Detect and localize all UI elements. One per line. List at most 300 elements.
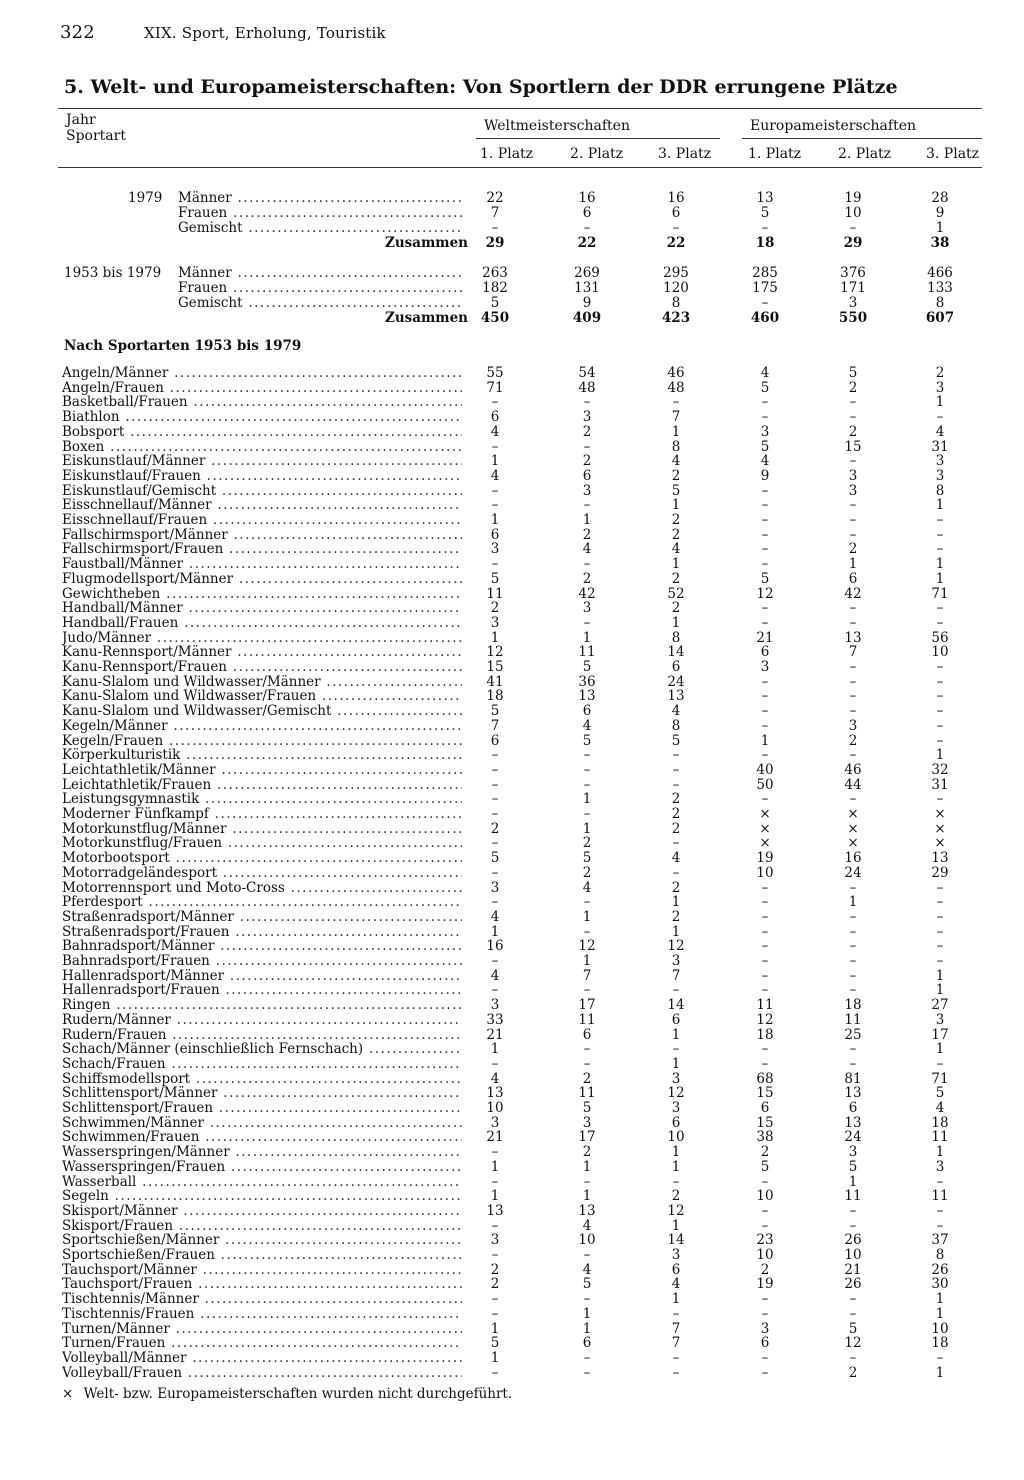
cell: 21 [756,629,774,646]
cell: 4 [582,1217,592,1234]
cell: – [672,835,680,852]
cell: 71 [486,379,504,396]
cell: 13 [578,688,596,705]
cell: 11 [756,997,774,1014]
cell: – [761,1217,769,1234]
cell: – [849,938,857,955]
cell: 2 [490,600,500,617]
sport-label: Fallschirmsport/Frauen ..... [62,542,462,557]
cell: – [849,453,857,470]
cell: 18 [486,688,504,705]
cell: 4 [760,453,770,470]
cell: – [672,1173,680,1190]
sport-label: Boxen ..... [62,440,462,455]
cell: 376 [840,265,866,281]
cell: 1 [490,923,500,940]
cell: 1 [671,1158,681,1175]
sport-label: Schach/Männer (einschließlich Fernschach) ..... [62,1042,462,1057]
sport-label: Leichtathletik/Frauen ..... [62,778,462,793]
cell: – [936,1055,944,1072]
cell: 6 [490,409,500,426]
sport-row [0,395,1024,410]
sport-label: Wasserball ..... [62,1175,462,1190]
sport-row [0,601,1024,616]
cell: 5 [671,482,681,499]
header-wm-1-platz: 1. Platz [480,146,534,162]
table-row [0,296,1024,311]
cell: 2 [671,600,681,617]
cell: 15 [756,1114,774,1131]
cell: × [847,806,859,822]
header-top-rule [58,108,982,109]
cell: 11 [578,1011,596,1028]
cell: 1 [490,629,500,646]
cell: – [491,556,499,573]
sport-row [0,542,1024,557]
sport-label: Ringen ..... [62,998,462,1013]
cell: – [672,1364,680,1381]
cell: – [936,938,944,955]
cell: × [934,806,946,822]
cell: 1 [848,894,858,911]
cell: 5 [582,659,592,675]
cell: – [849,1217,857,1234]
cell: – [761,600,769,617]
cell: 13 [931,850,949,867]
cell: – [761,894,769,911]
cell: 6 [582,703,592,720]
sport-row [0,969,1024,984]
cell: 18 [931,1114,949,1131]
sport-row [0,1072,1024,1087]
cell: 1 [671,614,681,631]
cell: – [849,497,857,514]
sport-label: Kegeln/Männer ..... [62,719,462,734]
cell: 2 [935,365,945,381]
cell: 12 [667,1202,685,1219]
sport-row [0,1116,1024,1131]
sport-label: Angeln/Männer ..... [62,366,462,381]
cell: 2 [760,1144,770,1161]
cell: 48 [578,379,596,396]
sport-label: Sportschießen/Frauen ..... [62,1248,462,1263]
sport-label: Motorkunstflug/Frauen ..... [62,836,462,851]
cell: 3 [582,1114,592,1131]
cell: 9 [935,205,945,221]
sport-row [0,1101,1024,1116]
cell: 37 [931,1232,949,1249]
sport-label: Gewichtheben ..... [62,587,462,602]
cell: 1 [671,1291,681,1308]
cell: – [583,497,591,514]
header-em-1-platz: 1. Platz [748,146,802,162]
cell: 10 [667,1129,685,1146]
cell: 18 [755,235,775,251]
sport-label: Schlittensport/Männer ..... [62,1086,462,1101]
cell: – [936,894,944,911]
cell: 71 [931,585,949,602]
cell: – [672,747,680,764]
sport-label: Handball/Frauen ..... [62,616,462,631]
cell: – [761,526,769,543]
cell: 28 [931,190,949,206]
cell: 4 [490,1070,500,1087]
cell: 3 [582,482,592,499]
sport-row [0,1189,1024,1204]
cell: – [849,879,857,896]
cell: 12 [667,938,685,955]
row-label: Gemischt ..... [178,221,462,236]
cell: 4 [671,703,681,720]
cell: 1 [582,820,592,837]
footnote [62,1386,512,1402]
cell: – [936,923,944,940]
cell: 5 [760,1158,770,1175]
cell: 3 [848,295,858,311]
cell: 5 [760,570,770,587]
sport-label: Wasserspringen/Frauen ..... [62,1160,462,1175]
cell: 50 [756,776,774,793]
cell: 26 [931,1261,949,1278]
cell: 2 [582,1144,592,1161]
cell: × [934,820,946,837]
cell: 22 [577,235,597,251]
sport-row [0,1219,1024,1234]
cell: 42 [844,585,862,602]
cell: 21 [844,1261,862,1278]
header-europameisterschaften: Europameisterschaften [750,118,916,134]
cell: 23 [756,1232,774,1249]
cell: 409 [572,310,602,326]
cell: – [936,791,944,808]
sport-row [0,1013,1024,1028]
cell: – [849,512,857,528]
cell: – [672,1349,680,1366]
sport-label: Moderner Fünfkampf ..... [62,807,462,822]
cell: 5 [935,1085,945,1102]
sport-row [0,763,1024,778]
sport-row [0,513,1024,528]
cell: 550 [838,310,868,326]
cell: 269 [574,265,600,281]
cell: – [761,953,769,969]
cell: 7 [582,967,592,984]
cell: 24 [844,864,862,881]
sport-label: Turnen/Männer ..... [62,1322,462,1337]
cell: 1 [935,556,945,573]
cell: 1 [671,1144,681,1161]
total-label: Zusammen [385,235,468,251]
cell: 1 [935,394,945,411]
cell: 2 [582,423,592,440]
cell: – [672,864,680,881]
cell: 2 [671,879,681,896]
cell: 1 [671,556,681,573]
cell: – [761,688,769,705]
sport-row [0,1042,1024,1057]
sport-row [0,1248,1024,1263]
cell: × [759,820,771,837]
sport-row [0,895,1024,910]
cell: – [491,894,499,911]
cell: 6 [490,732,500,749]
cell: – [491,1055,499,1072]
cell: – [936,1173,944,1190]
cell: 5 [848,1158,858,1175]
cell: 17 [578,1129,596,1146]
sport-row [0,572,1024,587]
sport-label: Leistungsgymnastik ..... [62,792,462,807]
sport-row [0,836,1024,851]
cell: 607 [925,310,955,326]
table-row [0,191,1024,206]
cell: – [583,806,591,822]
cell: – [672,394,680,411]
cell: – [761,512,769,528]
sport-row [0,1160,1024,1175]
cell: 2 [671,1188,681,1205]
footnote-mark: × [62,1386,74,1402]
cell: – [849,1291,857,1308]
cell: 2 [582,1070,592,1087]
cell: 4 [935,1100,945,1116]
cell: – [936,614,944,631]
cell: – [491,1144,499,1161]
cell: – [583,747,591,764]
cell: 6 [582,1026,592,1043]
sport-label: Tauchsport/Frauen ..... [62,1277,462,1292]
cell: 2 [848,1364,858,1381]
cell: – [936,732,944,749]
sport-label: Kanu-Rennsport/Männer ..... [62,645,462,660]
cell: – [761,1173,769,1190]
cell: 4 [490,467,500,484]
cell: – [761,673,769,690]
cell: – [761,394,769,411]
sport-label: Kanu-Slalom und Wildwasser/Frauen ..... [62,689,462,704]
cell: 3 [671,1100,681,1116]
sport-label: Faustball/Männer ..... [62,557,462,572]
cell: 4 [582,541,592,558]
cell: 1 [490,512,500,528]
cell: – [849,659,857,675]
sport-label: Straßenradsport/Frauen ..... [62,925,462,940]
cell: 3 [760,1320,770,1337]
cell: – [936,717,944,734]
cell: – [936,512,944,528]
cell: – [849,1202,857,1219]
cell: × [847,820,859,837]
em-group-rule [742,138,982,139]
cell: 18 [844,997,862,1014]
cell: 6 [582,467,592,484]
cell: 10 [931,644,949,661]
cell: – [491,953,499,969]
cell: – [583,1041,591,1058]
cell: – [491,497,499,514]
sport-row [0,660,1024,675]
sport-label: Straßenradsport/Männer ..... [62,910,462,925]
cell: – [761,409,769,426]
sport-row [0,410,1024,425]
cell: 12 [486,644,504,661]
cell: 10 [756,1247,774,1263]
sport-row [0,881,1024,896]
sport-row [0,440,1024,455]
cell: – [761,747,769,764]
cell: – [583,1364,591,1381]
sport-label: Rudern/Frauen ..... [62,1028,462,1043]
stub-header-jahr: Jahr [66,112,96,128]
cell: 2 [582,864,592,881]
cell: 27 [931,997,949,1014]
sport-row [0,631,1024,646]
year-label: 1953 bis 1979 [64,266,162,281]
cell: – [761,1349,769,1366]
sport-row [0,1351,1024,1366]
sport-label: Pferdesport ..... [62,895,462,910]
cell: 8 [935,295,945,311]
cell: – [672,761,680,778]
cell: 5 [582,850,592,867]
sport-label: Segeln ..... [62,1189,462,1204]
cell: 56 [931,629,949,646]
cell: 4 [582,879,592,896]
sport-label: Volleyball/Männer ..... [62,1351,462,1366]
cell: 55 [486,365,504,381]
cell: 1 [935,1291,945,1308]
cell: 7 [848,644,858,661]
cell: 13 [756,190,774,206]
cell: 6 [582,205,592,221]
cell: 4 [490,423,500,440]
cell: 13 [486,1085,504,1102]
sport-row [0,1277,1024,1292]
cell: 5 [760,205,770,221]
sport-label: Hallenradsport/Männer ..... [62,969,462,984]
cell: 10 [931,1320,949,1337]
cell: – [849,1305,857,1322]
cell: – [491,835,499,852]
cell: 31 [931,776,949,793]
sport-row [0,425,1024,440]
sport-label: Leichtathletik/Männer ..... [62,763,462,778]
cell: – [761,1305,769,1322]
cell: 7 [671,409,681,426]
cell: 2 [582,453,592,470]
sport-label: Eiskunstlauf/Frauen ..... [62,469,462,484]
sport-label: Eisschnellauf/Männer ..... [62,498,462,513]
cell: 1 [935,1305,945,1322]
cell: 2 [671,806,681,822]
cell: – [491,1173,499,1190]
cell: 13 [667,688,685,705]
cell: 13 [844,1114,862,1131]
cell: 4 [582,1261,592,1278]
row-label: Männer ..... [178,191,462,206]
cell: 1 [490,1041,500,1058]
cell: 5 [848,365,858,381]
cell: 2 [490,820,500,837]
cell: 36 [578,673,596,690]
cell: – [936,600,944,617]
cell: – [849,220,857,236]
cell: – [491,1291,499,1308]
sport-row [0,1336,1024,1351]
sport-label: Bahnradsport/Frauen ..... [62,954,462,969]
cell: 5 [490,850,500,867]
sport-row [0,1175,1024,1190]
cell: 2 [671,791,681,808]
cell: 10 [844,205,862,221]
cell: 1 [671,423,681,440]
sport-row [0,675,1024,690]
cell: 6 [582,1335,592,1352]
cell: 21 [486,1129,504,1146]
cell: 15 [756,1085,774,1102]
cell: 11 [486,585,504,602]
sport-label: Schach/Frauen ..... [62,1057,462,1072]
cell: – [849,673,857,690]
cell: 3 [582,600,592,617]
cell: 3 [935,1158,945,1175]
cell: – [583,556,591,573]
table-title: 5. Welt- und Europameisterschaften: Von Sportlern der DDR errungene Plätze [64,76,898,98]
cell: 26 [844,1276,862,1293]
cell: – [849,1041,857,1058]
cell: 7 [671,967,681,984]
sport-row [0,807,1024,822]
cell: 5 [848,1320,858,1337]
cell: 1 [582,908,592,925]
sport-row [0,822,1024,837]
cell: 3 [490,879,500,896]
sport-label: Bahnradsport/Männer ..... [62,939,462,954]
cell: – [849,1055,857,1072]
running-head [60,22,386,43]
cell: 21 [486,1026,504,1043]
sport-row [0,792,1024,807]
cell: – [583,1291,591,1308]
row-label: Männer ..... [178,266,462,281]
cell: – [849,614,857,631]
sport-label: Tischtennis/Frauen ..... [62,1307,462,1322]
sport-label: Biathlon ..... [62,410,462,425]
cell: × [759,806,771,822]
cell: 29 [931,864,949,881]
cell: 2 [490,1276,500,1293]
cell: 68 [756,1070,774,1087]
cell: 6 [760,644,770,661]
cell: 10 [844,1247,862,1263]
cell: 5 [760,438,770,455]
cell: – [491,482,499,499]
cell: – [491,394,499,411]
sport-label: Schwimmen/Frauen ..... [62,1130,462,1145]
sport-row [0,587,1024,602]
sport-row [0,616,1024,631]
cell: 17 [931,1026,949,1043]
cell: 14 [667,644,685,661]
cell: 12 [756,585,774,602]
cell: 1 [671,1217,681,1234]
sport-label: Eisschnellauf/Frauen ..... [62,513,462,528]
sport-row [0,1233,1024,1248]
cell: 1 [935,1364,945,1381]
cell: 2 [848,541,858,558]
cell: 40 [756,761,774,778]
cell: 24 [667,673,685,690]
